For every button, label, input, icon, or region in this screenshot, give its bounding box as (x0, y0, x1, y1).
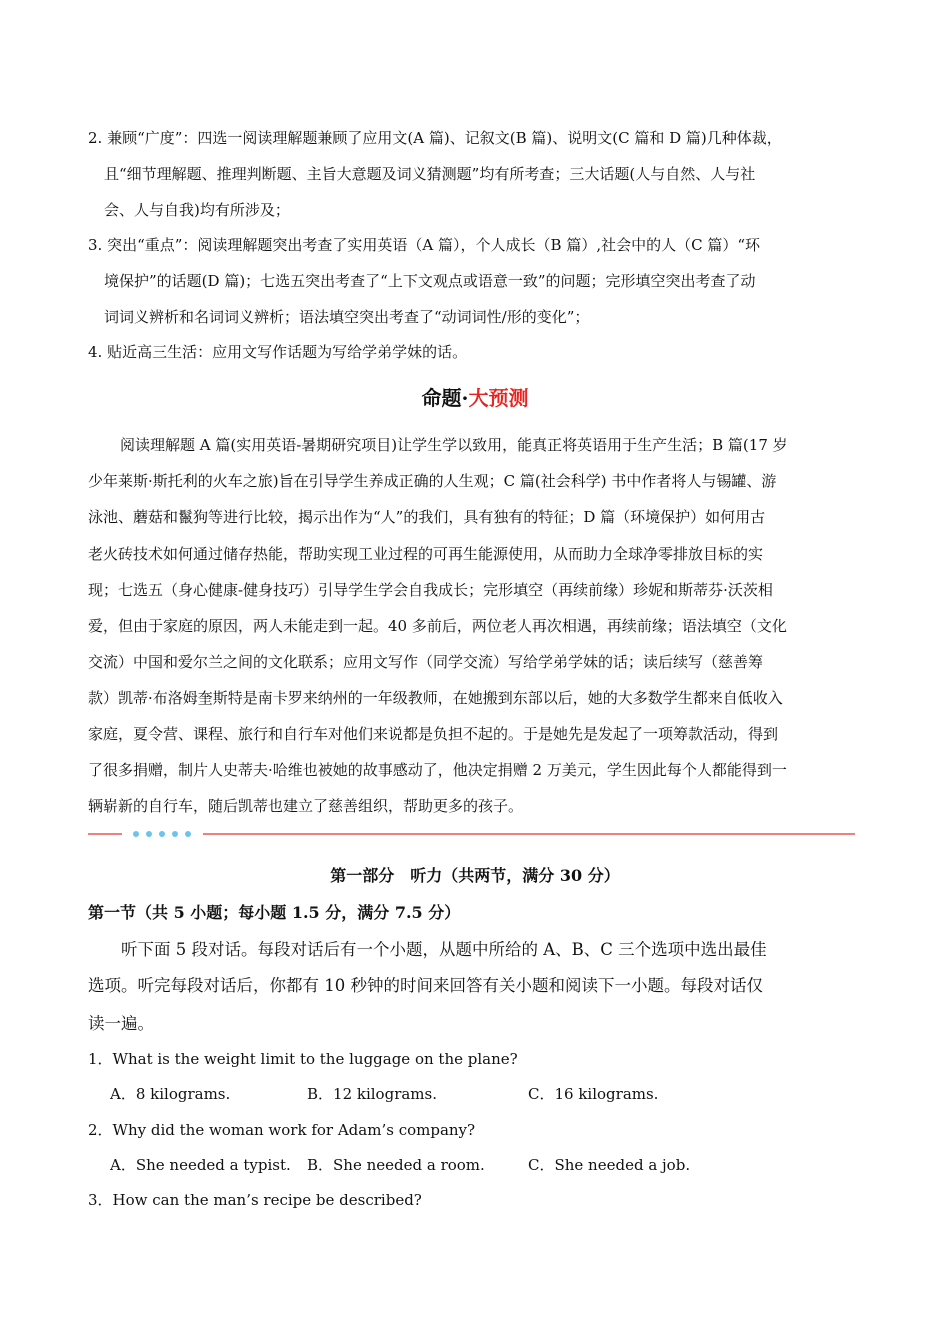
question-1-option-b[interactable]: B．12 kilograms. (307, 1085, 437, 1103)
point-2-number: 2. (88, 129, 103, 147)
point-3-line-3: 词词义辨析和名词词义辨析；语法填空突出考查了“动词词性/形的变化”； (104, 308, 590, 326)
prediction-line-7: 交流）中国和爱尔兰之间的文化联系；应用文写作（同学交流）写给学弟学妹的话；读后续写（慈善筹 (88, 653, 764, 671)
question-text: What is the weight limit to the luggage on the plane? (112, 1050, 518, 1068)
instructions-line-2: 选项。听完每段对话后，你都有 10 秒钟的时间来回答有关小题和阅读下一小题。每段对话仅 (88, 976, 763, 995)
question-number: 3． (88, 1191, 113, 1209)
point-3-line-2: 境保护”的话题(D 篇)；七选五突出考查了“上下文观点或语意一致”的问题；完形填空突出考查了动 (104, 272, 756, 290)
point-text: 兼顾“广度”：四选一阅读理解题兼顾了应用文(A 篇)、记叙文(B 篇)、说明文(C 篇和 D 篇)几种体裁， (107, 129, 782, 147)
prediction-line-5: 现；七选五（身心健康-健身技巧）引导学生学会自我成长；完形填空（再续前缘）珍妮和斯蒂芬·沃茨相 (88, 581, 773, 599)
question-1 (88, 1049, 518, 1069)
section-title (0, 385, 950, 411)
question-2-option-c[interactable]: C．She needed a job. (528, 1156, 691, 1174)
question-1-option-a[interactable]: A．8 kilograms. (110, 1085, 231, 1103)
point-2-line-1 (88, 128, 782, 148)
prediction-line-2: 少年莱斯·斯托利的火车之旅)旨在引导学生养成正确的人生观；C 篇(社会科学) 书中作者将人与锡罐、游 (88, 472, 777, 490)
part-heading: 第一部分 听力（共两节，满分 30 分） (330, 866, 620, 885)
prediction-line-4: 老火砖技术如何通过储存热能，帮助实现工业过程的可再生能源使用，从而助力全球净零排放目标的实 (88, 545, 764, 563)
point-2-line-3: 会、人与自我)均有所涉及； (104, 201, 290, 219)
question-number: 2． (88, 1121, 113, 1139)
prediction-line-8: 款）凯蒂·布洛姆奎斯特是南卡罗来纳州的一年级教师，在她搬到东部以后，她的大多数学生都来自低收入 (88, 689, 783, 707)
prediction-line-6: 爱，但由于家庭的原因，两人未能走到一起。40 多前后，两位老人再次相遇，再续前缘；语法填空（文化 (88, 617, 787, 635)
prediction-line-1: 阅读理解题 A 篇(实用英语-暑期研究项目)让学生学以致用，能真正将英语用于生产生活；B 篇(17 岁 (120, 436, 788, 454)
instructions-line-1: 听下面 5 段对话。每段对话后有一个小题，从题中所给的 A、B、C 三个选项中选出最佳 (121, 940, 767, 959)
point-3-number: 3. (88, 236, 103, 254)
section-title-black: 命题· (421, 386, 469, 410)
prediction-line-10: 了很多捐赠，制片人史蒂夫·哈维也被她的故事感动了，他决定捐赠 2 万美元，学生因此每个人都能得到一 (88, 761, 787, 779)
section-title-red: 大预测 (468, 386, 529, 410)
instructions-line-3: 读一遍。 (88, 1014, 154, 1033)
prediction-line-11: 辆崭新的自行车，随后凯蒂也建立了慈善组织，帮助更多的孩子。 (88, 797, 524, 815)
prediction-line-3: 泳池、蘑菇和鬣狗等进行比较，揭示出作为“人”的我们，具有独有的特征；D 篇（环境保护）如何用古 (88, 508, 766, 526)
question-text: Why did the woman work for Adam’s company? (112, 1121, 476, 1139)
point-4-line-1 (88, 342, 467, 362)
section-heading: 第一节（共 5 小题；每小题 1.5 分，满分 7.5 分） (88, 903, 461, 922)
question-text: How can the man’s recipe be described? (112, 1191, 422, 1209)
point-2-line-2: 且“细节理解题、推理判断题、主旨大意题及词义猜测题”均有所考查；三大话题(人与自然、人与社 (104, 165, 756, 183)
question-2-option-b[interactable]: B．She needed a room. (307, 1156, 485, 1174)
point-4-number: 4. (88, 343, 103, 361)
prediction-line-9: 家庭，夏令营、课程、旅行和自行车对他们来说都是负担不起的。于是她先是发起了一项筹款活动，得到 (88, 725, 779, 743)
question-3 (88, 1190, 422, 1210)
question-2 (88, 1120, 475, 1140)
section-divider (88, 827, 855, 841)
question-1-option-c[interactable]: C．16 kilograms. (528, 1085, 659, 1103)
question-2-option-a[interactable]: A．She needed a typist. (110, 1156, 291, 1174)
point-text: 突出“重点”：阅读理解题突出考查了实用英语（A 篇），个人成长（B 篇）,社会中的人（C 篇）“环 (107, 236, 761, 254)
point-3-line-1 (88, 235, 760, 255)
point-text: 贴近高三生活：应用文写作话题为写给学弟学妹的话。 (107, 343, 468, 361)
question-number: 1． (88, 1050, 113, 1068)
